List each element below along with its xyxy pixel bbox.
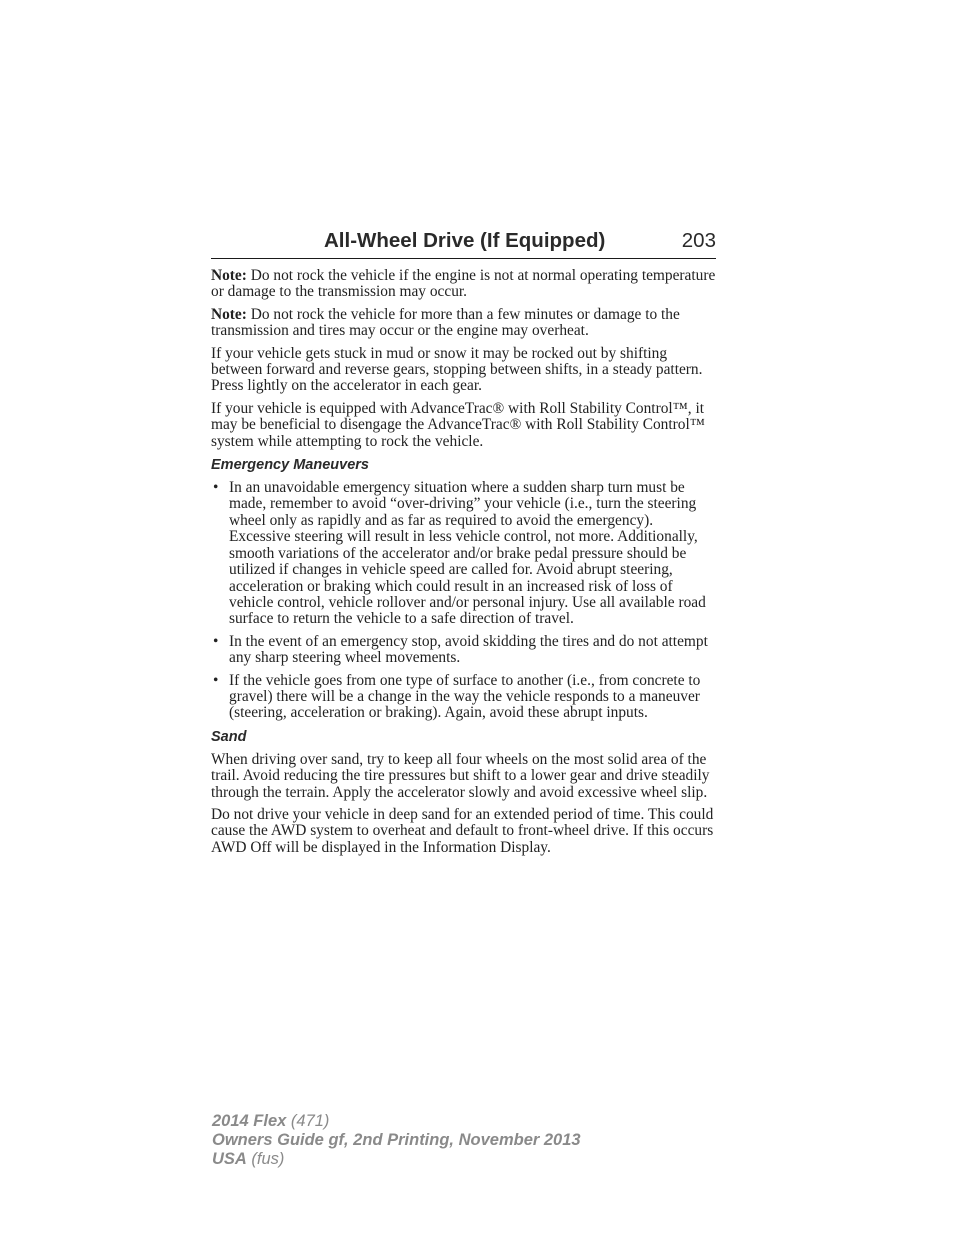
list-item-text: In the event of an emergency stop, avoid skidding the tires and do not attempt any sharp steering wheel movements. xyxy=(229,632,708,667)
footer-region: USA xyxy=(212,1150,247,1168)
footer-region-code: (fus) xyxy=(246,1150,285,1168)
footer-model: 2014 Flex xyxy=(212,1112,287,1130)
section-title: All-Wheel Drive (If Equipped) xyxy=(324,229,606,252)
list-item xyxy=(211,673,716,722)
emergency-list xyxy=(211,480,716,722)
list-item-text: In an unavoidable emergency situation where a sudden sharp turn must be made, remember to avoid “over-driving” your vehicle (i.e., turn the steering wheel only as rapidly and as far as required to avoid the emergency). Excessive steering will result in less vehicle control, not more. Additionally, smooth variations of the accelerator and/or brake pedal pressure should be utilized if changes in vehicle speed are called for. Avoid abrupt steering, acceleration or braking which could result in an increased risk of loss of vehicle control, vehicle rollover and/or personal injury. Use all available road surface to return the vehicle to a safe direction of travel. xyxy=(229,479,706,628)
page-body xyxy=(211,268,716,862)
stuck-paragraph: If your vehicle gets stuck in mud or snow it may be rocked out by shifting between forward and reverse gears, stopping between shifts, in a steady pattern. Press lightly on the accelerator in each gear. xyxy=(211,344,703,395)
list-item xyxy=(211,634,716,667)
page-footer xyxy=(212,1112,581,1169)
note-paragraph xyxy=(211,307,716,340)
footer-model-line xyxy=(212,1112,581,1131)
emergency-heading: Emergency Maneuvers xyxy=(211,457,369,474)
sand-heading: Sand xyxy=(211,728,247,745)
footer-guide-line xyxy=(212,1131,581,1150)
note-text: Do not rock the vehicle for more than a few minutes or damage to the transmission and tires may occur or the engine may overheat. xyxy=(211,305,680,340)
note-label: Note: xyxy=(211,305,247,323)
note-text: Do not rock the vehicle if the engine is not at normal operating temperature or damage to the transmission may occur. xyxy=(211,267,716,301)
note-label: Note: xyxy=(211,267,247,284)
sand-paragraph: Do not drive your vehicle in deep sand for an extended period of time. This could cause the AWD system to overheat and default to front-wheel drive. If this occurs AWD Off will be displayed in the Information Display. xyxy=(211,805,714,856)
footer-region-line xyxy=(212,1150,581,1169)
list-item-text: If the vehicle goes from one type of surface to another (i.e., from concrete to gravel) there will be a change in the way the vehicle responds to a maneuver (steering, acceleration or braking). Again, avoid these abrupt inputs. xyxy=(229,671,701,722)
bullet: • xyxy=(213,632,219,650)
page-number: 203 xyxy=(681,229,716,252)
footer-guide: Owners Guide gf, 2nd Printing, November 2013 xyxy=(212,1131,581,1149)
footer-model-code: (471) xyxy=(286,1112,330,1130)
bullet: • xyxy=(213,671,219,689)
page-header xyxy=(211,229,716,259)
note-paragraph xyxy=(211,268,716,301)
list-item xyxy=(211,480,716,628)
bullet: • xyxy=(213,479,219,497)
advancetrac-paragraph: If your vehicle is equipped with AdvanceTrac® with Roll Stability Control™, it may be beneficial to disengage the AdvanceTrac® with Roll Stability Control™ system while attempting to rock the vehicle. xyxy=(211,399,705,450)
sand-paragraph: When driving over sand, try to keep all four wheels on the most solid area of the trail. Avoid reducing the tire pressures but shift to a lower gear and drive steadily through the terrain. Apply the accelerator slowly and avoid excessive wheel slip. xyxy=(211,750,710,801)
